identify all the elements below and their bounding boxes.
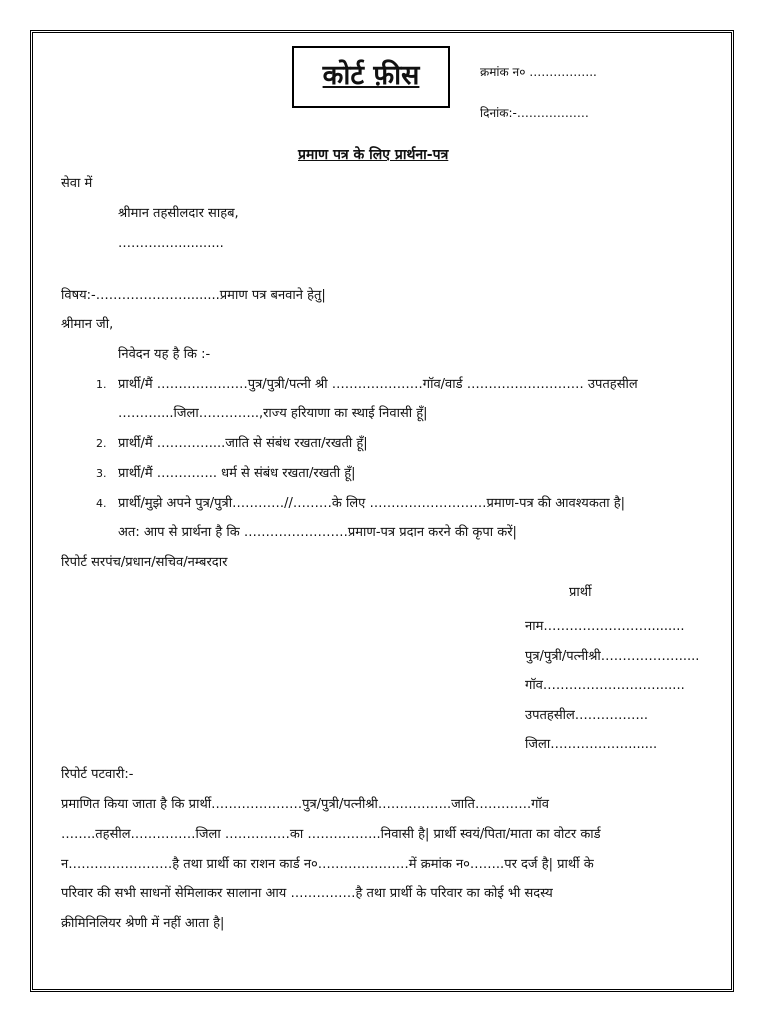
serial-number-field: क्रमांक न० …………….. [480, 65, 597, 79]
applicant-subtehsil-field: उपतहसील…………….. [525, 708, 649, 723]
address-to: सेवा में [61, 176, 93, 191]
address-place: ………..…........... [118, 236, 224, 251]
applicant-heading: प्रार्थी [569, 585, 592, 600]
date-field: दिनांक:-……………… [480, 106, 589, 120]
item-text: प्रार्थी/मैं …………....जाति से संबंध रखता/रखती हूँ| [118, 436, 368, 451]
patwari-report-line: न……………………है तथा प्रार्थी का राशन कार्ड न०…………………में क्रमांक न०……..पर दर्ज है| प्रार्थी के [61, 857, 594, 872]
list-item [118, 405, 428, 423]
subject-line: विषय:-…………………........प्रमाण पत्र बनवाने हेतु| [61, 288, 326, 303]
applicant-relation-field: पुत्र/पुत्री/पत्नीश्री………………..... [525, 649, 700, 664]
applicant-district-field: जिला………………....... [525, 737, 658, 752]
patwari-report-line: परिवार की सभी साधनों सेमिलाकर सालाना आय ……………है तथा प्रार्थी के परिवार का कोई भी सदस्य [61, 886, 553, 901]
list-item [96, 435, 368, 453]
address-officer: श्रीमान तहसीलदार साहब, [118, 206, 239, 221]
court-fee-label: कोर्ट फ़ीस [322, 60, 420, 91]
patwari-report-line: ……..तहसील……………जिला ……………का ……………..निवासी है| प्रार्थी स्वयं/पिता/माता का वोटर कार्ड [61, 827, 601, 842]
sarpanch-report-heading: रिपोर्ट सरपंच/प्रधान/सचिव/नम्बरदार [61, 555, 228, 570]
request-line: अत: आप से प्रार्थना है कि ……………………प्रमाण-पत्र प्रदान करने की कृपा करें| [118, 525, 517, 540]
item-number: 1. [96, 378, 107, 391]
item-text: प्रार्थी/मैं ………….. धर्म से संबंध रखता/रखती हूँ| [118, 466, 356, 481]
list-item [96, 376, 638, 394]
patwari-report-heading: रिपोर्ट पटवारी:- [61, 767, 134, 782]
item-text: प्रार्थी/मुझे अपने पुत्र/पुत्री…………//………के लिए ………………………प्रमाण-पत्र की आवश्यकता है| [118, 496, 626, 511]
patwari-report-line: प्रमाणित किया जाता है कि प्रार्थी…………………पुत्र/पुत्री/पत्नीश्री……………..जाति………….गॉव [61, 797, 549, 812]
intro-line: निवेदन यह है कि :- [118, 347, 211, 362]
list-item [96, 465, 356, 483]
applicant-village-field: गॉव………………………...... [525, 678, 685, 693]
list-item [96, 495, 625, 513]
item-number: 4. [96, 497, 107, 510]
patwari-report-line: क्रीमिनिलियर श्रेणी में नहीं आता है| [61, 916, 225, 931]
item-number: 3. [96, 467, 107, 480]
item-text: ………....जिला…………..,राज्य हरियाणा का स्थाई निवासी हूँ| [118, 406, 428, 421]
page-title: प्रमाण पत्र के लिए प्रार्थना-पत्र [298, 147, 449, 163]
salutation: श्रीमान जी, [61, 317, 114, 332]
item-text: प्रार्थी/मैं …………………पुत्र/पुत्री/पत्नी श्री …………………गॉव/वार्ड ……………………… उपतहसील [118, 377, 638, 392]
item-number: 2. [96, 437, 107, 450]
court-fee-stamp-box [292, 46, 450, 108]
applicant-name-field: नाम……………………......... [525, 619, 685, 634]
